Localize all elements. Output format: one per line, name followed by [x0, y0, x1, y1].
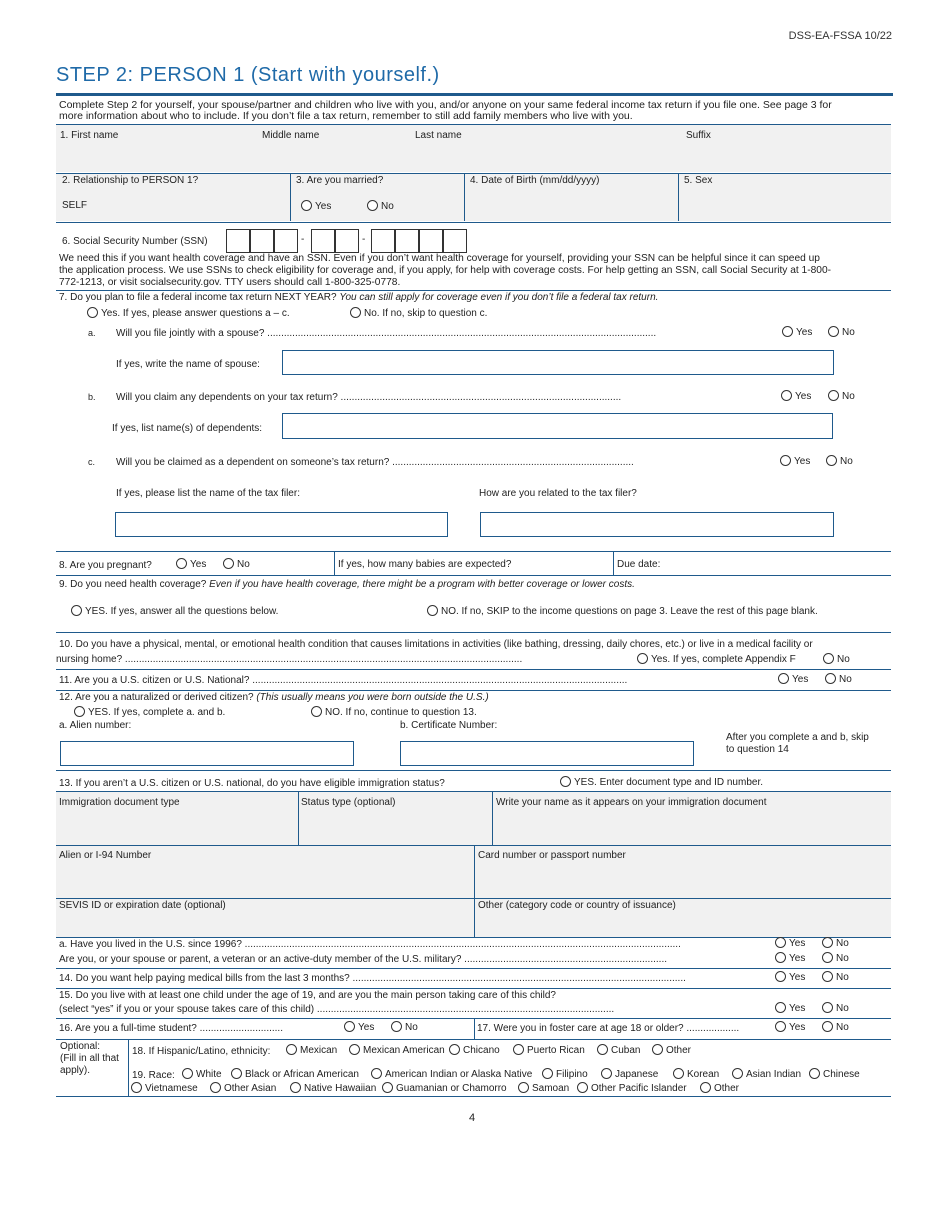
divider	[56, 290, 891, 291]
ssn-digit[interactable]	[250, 229, 274, 253]
q15-label: 15. Do you live with at least one child under the age of 19, and are you the main person taking care of this child?	[59, 990, 556, 1001]
card-number-label: Card number or passport number	[478, 850, 626, 861]
babies-label: If yes, how many babies are expected?	[338, 559, 512, 570]
q13-label: 13. If you aren’t a U.S. citizen or U.S. national, do you have eligible immigration status?	[59, 778, 445, 789]
pregnant-no[interactable]: No	[223, 558, 250, 570]
radio-icon[interactable]	[391, 1021, 402, 1032]
radio-icon[interactable]	[131, 1082, 142, 1093]
dependents-label: If yes, list name(s) of dependents:	[112, 423, 263, 434]
optional-label: Optional:	[60, 1041, 101, 1052]
race-other[interactable]: Other	[700, 1082, 739, 1094]
q7b-no[interactable]: No	[828, 390, 855, 402]
divider	[56, 222, 891, 223]
ssn-note: the application process. We use SSNs to check eligibility for coverage and, if you apply, for help with coverage costs. For help getting an SSN, call Social Security at 1-800-	[59, 265, 832, 276]
status-type-label: Status type (optional)	[301, 797, 396, 808]
q9-yes[interactable]: YES. If yes, answer all the questions below.	[71, 605, 278, 617]
radio-icon[interactable]	[780, 455, 791, 466]
radio-icon[interactable]	[301, 200, 312, 211]
radio-icon[interactable]	[781, 390, 792, 401]
q10-label: 10. Do you have a physical, mental, or emotional health condition that causes limitations in activities (like bathing, dressing, daily chores, etc.) or live in a medical facility or	[59, 639, 813, 650]
ssn-note: 772-1213, or visit socialsecurity.gov. TTY users should call 1-800-325-0778.	[59, 277, 401, 288]
q7-no[interactable]: No. If no, skip to question c.	[350, 307, 487, 319]
q11-no[interactable]: No	[825, 673, 852, 685]
tax-filer-relation-label: How are you related to the tax filer?	[479, 488, 637, 499]
q15-label-2: (select “yes” if you or your spouse takes care of this child) ...........................................................................................................	[59, 1004, 615, 1015]
q17-label: 17. Were you in foster care at age 18 or older? ...................	[477, 1023, 740, 1034]
race-white[interactable]: White	[182, 1068, 222, 1080]
q13-veteran-no[interactable]: No	[822, 952, 849, 964]
divider	[56, 632, 891, 633]
race-asian-indian[interactable]: Asian Indian	[732, 1068, 801, 1080]
sex-label: 5. Sex	[684, 175, 713, 186]
q7c-yes[interactable]: Yes	[780, 455, 810, 467]
q12-after-note-2: to question 14	[726, 744, 789, 755]
radio-icon[interactable]	[825, 673, 836, 684]
race-black[interactable]: Black or African American	[231, 1068, 359, 1080]
q10-label-2: nursing home? ...............................................................................................................................................	[56, 654, 523, 665]
q12-after-note: After you complete a and b, skip	[726, 732, 869, 743]
divider	[56, 1039, 891, 1040]
radio-icon[interactable]	[87, 307, 98, 318]
q12-label: 12. Are you a naturalized or derived citizen? (This usually means you were born outside the U.S.)	[59, 692, 489, 703]
radio-icon[interactable]	[775, 1002, 786, 1013]
q15-no[interactable]: No	[822, 1002, 849, 1014]
radio-icon[interactable]	[822, 937, 833, 948]
title-rule	[56, 93, 893, 96]
q13-veteran-label: Are you, or your spouse or parent, a veteran or an active-duty member of the U.S. military? .........................................................................	[59, 954, 668, 965]
spouse-name-input[interactable]	[282, 350, 834, 375]
radio-icon[interactable]	[344, 1021, 355, 1032]
race-vietnamese[interactable]: Vietnamese	[131, 1082, 198, 1094]
certificate-number-label: b. Certificate Number:	[400, 720, 498, 731]
q13a-label: a. Have you lived in the U.S. since 1996? .............................................................................................................................................................	[59, 939, 681, 950]
form-code: DSS-EA-FSSA 10/22	[788, 30, 892, 42]
q7c-no[interactable]: No	[826, 455, 853, 467]
ethnicity-cuban[interactable]: Cuban	[597, 1044, 640, 1056]
ssn-note: We need this if you want health coverage and have an SSN. Even if you don’t want health coverage for yourself, providing your SSN can be helpful since it can speed up	[59, 253, 820, 264]
q13a-no[interactable]: No	[822, 937, 849, 949]
divider	[56, 937, 891, 938]
q7b-yes[interactable]: Yes	[781, 390, 811, 402]
ethnicity-mexican-american[interactable]: Mexican American	[349, 1044, 445, 1056]
radio-icon[interactable]	[427, 605, 438, 616]
dob-label: 4. Date of Birth (mm/dd/yyyy)	[470, 175, 600, 186]
alien-i94-label: Alien or I-94 Number	[59, 850, 152, 861]
alien-number-input[interactable]	[60, 741, 354, 766]
q9-label: 9. Do you need health coverage? Even if you have health coverage, there might be a program with better coverage or lower costs.	[59, 579, 635, 590]
ethnicity-other[interactable]: Other	[652, 1044, 691, 1056]
radio-icon[interactable]	[775, 952, 786, 963]
radio-icon[interactable]	[778, 673, 789, 684]
radio-icon[interactable]	[290, 1082, 301, 1093]
radio-icon[interactable]	[382, 1082, 393, 1093]
q9-no[interactable]: NO. If no, SKIP to the income questions on page 3. Leave the rest of this page blank.	[427, 605, 818, 617]
radio-icon[interactable]	[822, 1002, 833, 1013]
q7-label: 7. Do you plan to file a federal income tax return NEXT YEAR? You can still apply for coverage even if you don’t file a federal tax return.	[59, 292, 659, 303]
q18-label: 18. If Hispanic/Latino, ethnicity:	[132, 1046, 271, 1057]
radio-icon[interactable]	[637, 653, 648, 664]
ssn-digit[interactable]	[395, 229, 419, 253]
q10-no[interactable]: No	[823, 653, 850, 665]
q14-yes[interactable]: Yes	[775, 971, 805, 983]
radio-icon[interactable]	[210, 1082, 221, 1093]
radio-icon[interactable]	[782, 326, 793, 337]
race-guamanian[interactable]: Guamanian or Chamorro	[382, 1082, 507, 1094]
race-samoan[interactable]: Samoan	[518, 1082, 569, 1094]
divider	[56, 1096, 891, 1097]
radio-icon[interactable]	[518, 1082, 529, 1093]
tax-filer-input[interactable]	[115, 512, 448, 537]
radio-icon[interactable]	[182, 1068, 193, 1079]
alien-number-label: a. Alien number:	[59, 720, 132, 731]
relationship-value: SELF	[62, 200, 88, 211]
q13-veteran-yes[interactable]: Yes	[775, 952, 805, 964]
ssn-digit[interactable]	[371, 229, 395, 253]
ethnicity-puerto-rican[interactable]: Puerto Rican	[513, 1044, 585, 1056]
radio-icon[interactable]	[652, 1044, 663, 1055]
radio-icon[interactable]	[371, 1068, 382, 1079]
pregnant-yes[interactable]: Yes	[176, 558, 206, 570]
last-name-label: Last name	[415, 130, 462, 141]
optional-label-3: apply).	[60, 1065, 91, 1076]
radio-icon[interactable]	[350, 307, 361, 318]
race-other-pacific-islander[interactable]: Other Pacific Islander	[577, 1082, 687, 1094]
q12-no[interactable]: NO. If no, continue to question 13.	[311, 706, 477, 718]
ethnicity-chicano[interactable]: Chicano	[449, 1044, 500, 1056]
divider	[56, 551, 891, 552]
q7a-yes[interactable]: Yes	[782, 326, 812, 338]
divider	[56, 575, 891, 576]
radio-icon[interactable]	[74, 706, 85, 717]
q14-no[interactable]: No	[822, 971, 849, 983]
q11-label: 11. Are you a U.S. citizen or U.S. National? .......................................................................................................................................	[59, 675, 628, 686]
middle-name-label: Middle name	[262, 130, 320, 141]
q13-yes[interactable]: YES. Enter document type and ID number.	[560, 776, 763, 788]
q17-yes[interactable]: Yes	[775, 1021, 805, 1033]
certificate-number-input[interactable]	[400, 741, 694, 766]
sevis-label: SEVIS ID or expiration date (optional)	[59, 900, 226, 911]
radio-icon[interactable]	[700, 1082, 711, 1093]
q7a-no[interactable]: No	[828, 326, 855, 338]
intro-text: Complete Step 2 for yourself, your spouse/partner and children who live with you, and/or anyone on your same federal income tax return if you file one. See page 3 for	[59, 99, 832, 111]
intro-text-2: more information about who to include. If you don’t file a tax return, remember to still add family members who live with you.	[59, 110, 633, 122]
q17-no[interactable]: No	[822, 1021, 849, 1033]
first-name-label: 1. First name	[60, 130, 119, 141]
divider	[56, 988, 891, 989]
radio-icon[interactable]	[775, 971, 786, 982]
radio-icon[interactable]	[826, 455, 837, 466]
q7b-label: Will you claim any dependents on your tax return? .....................................................................................................	[116, 392, 622, 403]
immigration-doc-label: Immigration document type	[59, 797, 180, 808]
married-yes[interactable]: Yes	[301, 200, 331, 212]
married-label: 3. Are you married?	[296, 175, 384, 186]
race-japanese[interactable]: Japanese	[601, 1068, 658, 1080]
q16-yes[interactable]: Yes	[344, 1021, 374, 1033]
race-chinese[interactable]: Chinese	[809, 1068, 860, 1080]
q10-yes[interactable]: Yes. If yes, complete Appendix F	[637, 653, 796, 665]
married-no[interactable]: No	[367, 200, 394, 212]
race-american-indian[interactable]: American Indian or Alaska Native	[371, 1068, 532, 1080]
radio-icon[interactable]	[673, 1068, 684, 1079]
race-other-asian[interactable]: Other Asian	[210, 1082, 276, 1094]
q12-yes[interactable]: YES. If yes, complete a. and b.	[74, 706, 225, 718]
tax-filer-label: If yes, please list the name of the tax filer:	[116, 488, 300, 499]
divider	[56, 898, 891, 899]
q1-row[interactable]	[56, 125, 891, 172]
radio-icon[interactable]	[286, 1044, 297, 1055]
immigration-name-label: Write your name as it appears on your immigration document	[496, 797, 767, 808]
race-native-hawaiian[interactable]: Native Hawaiian	[290, 1082, 376, 1094]
q7-yes[interactable]: Yes. If yes, please answer questions a – c.	[87, 307, 290, 319]
radio-icon[interactable]	[828, 390, 839, 401]
radio-icon[interactable]	[513, 1044, 524, 1055]
radio-icon[interactable]	[176, 558, 187, 569]
radio-icon[interactable]	[823, 653, 834, 664]
q13a-yes[interactable]: Yes	[775, 937, 805, 949]
divider	[56, 669, 891, 670]
other-category-label: Other (category code or country of issuance)	[478, 900, 676, 911]
relationship-label: 2. Relationship to PERSON 1?	[62, 175, 199, 186]
optional-label-2: (Fill in all that	[60, 1053, 119, 1064]
radio-icon[interactable]	[223, 558, 234, 569]
radio-icon[interactable]	[349, 1044, 360, 1055]
radio-icon[interactable]	[597, 1044, 608, 1055]
ssn-digit[interactable]	[226, 229, 250, 253]
q16-label: 16. Are you a full-time student? ..............................	[59, 1023, 283, 1034]
suffix-label: Suffix	[686, 130, 711, 141]
q11-yes[interactable]: Yes	[778, 673, 808, 685]
tax-filer-relation-input[interactable]	[480, 512, 834, 537]
radio-icon[interactable]	[560, 776, 571, 787]
radio-icon[interactable]	[822, 1021, 833, 1032]
radio-icon[interactable]	[809, 1068, 820, 1079]
radio-icon[interactable]	[71, 605, 82, 616]
race-filipino[interactable]: Filipino	[542, 1068, 588, 1080]
race-korean[interactable]: Korean	[673, 1068, 719, 1080]
dependents-input[interactable]	[282, 413, 833, 439]
q7c-label: Will you be claimed as a dependent on someone’s tax return? .......................................................................................	[116, 457, 634, 468]
radio-icon[interactable]	[449, 1044, 460, 1055]
radio-icon[interactable]	[828, 326, 839, 337]
q16-no[interactable]: No	[391, 1021, 418, 1033]
radio-icon[interactable]	[542, 1068, 553, 1079]
due-date-label: Due date:	[617, 559, 661, 570]
page-title: STEP 2: PERSON 1 (Start with yourself.)	[56, 64, 440, 86]
radio-icon[interactable]	[775, 1021, 786, 1032]
ethnicity-mexican[interactable]: Mexican	[286, 1044, 337, 1056]
q15-yes[interactable]: Yes	[775, 1002, 805, 1014]
radio-icon[interactable]	[577, 1082, 588, 1093]
ssn-digit[interactable]	[443, 229, 467, 253]
radio-icon[interactable]	[822, 952, 833, 963]
spouse-name-label: If yes, write the name of spouse:	[116, 359, 260, 370]
pregnant-label: 8. Are you pregnant?	[59, 560, 152, 571]
ssn-digit[interactable]	[419, 229, 443, 253]
radio-icon[interactable]	[775, 937, 786, 948]
ssn-digit[interactable]	[274, 229, 298, 253]
divider	[56, 968, 891, 969]
ssn-digit[interactable]	[311, 229, 335, 253]
radio-icon[interactable]	[311, 706, 322, 717]
ssn-label: 6. Social Security Number (SSN)	[62, 236, 208, 247]
ssn-digit[interactable]	[335, 229, 359, 253]
radio-icon[interactable]	[367, 200, 378, 211]
page-number: 4	[469, 1112, 476, 1124]
radio-icon[interactable]	[732, 1068, 743, 1079]
q7a-label: Will you file jointly with a spouse? ............................................................................................................................................	[116, 328, 657, 339]
radio-icon[interactable]	[601, 1068, 612, 1079]
divider	[56, 690, 891, 691]
divider	[56, 770, 891, 771]
q14-label: 14. Do you want help paying medical bills from the last 3 months? ........................................................................................................................	[59, 973, 686, 984]
q19-label: 19. Race:	[132, 1070, 175, 1081]
radio-icon[interactable]	[822, 971, 833, 982]
radio-icon[interactable]	[231, 1068, 242, 1079]
